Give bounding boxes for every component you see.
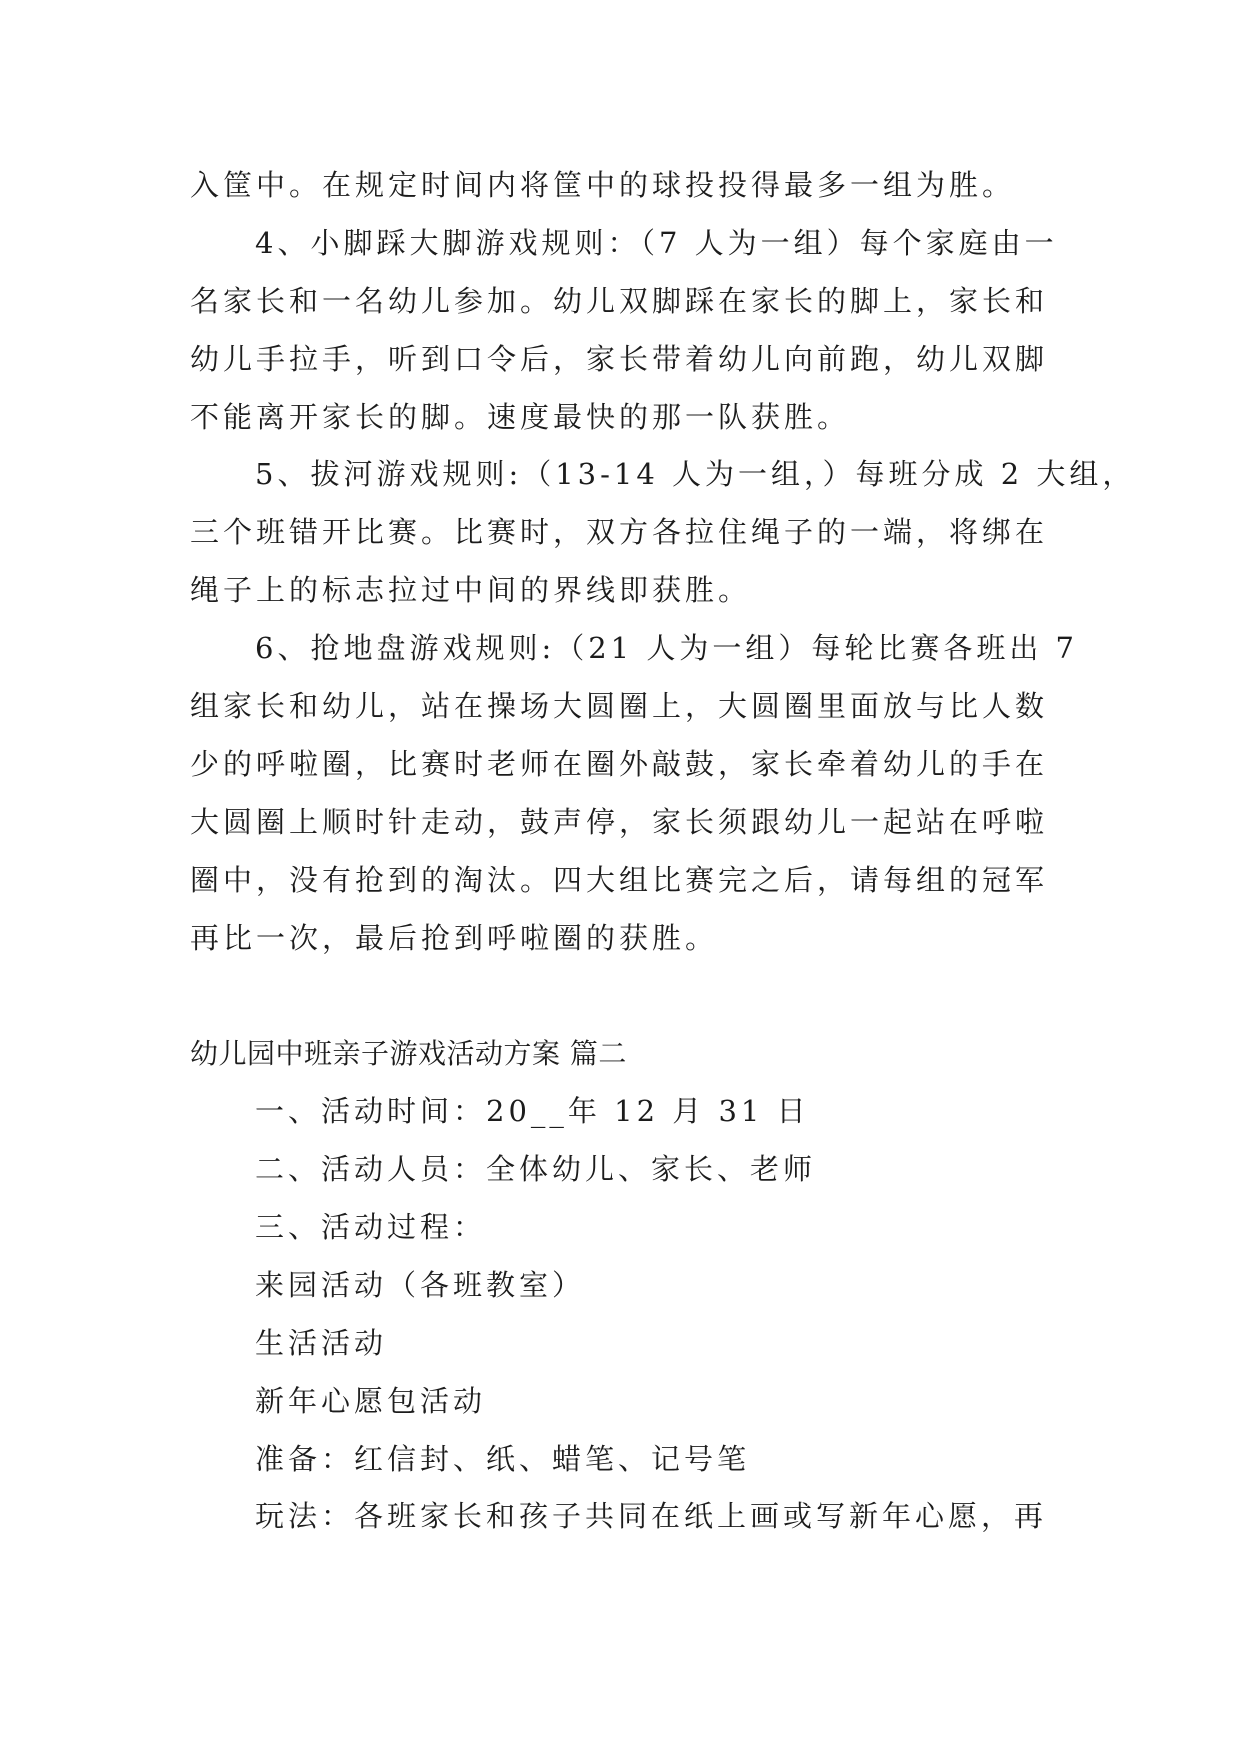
activity-people-line: 二、活动人员：全体幼儿、家长、老师: [255, 1152, 817, 1187]
rule-6-line: 圈中，没有抢到的淘汰。四大组比赛完之后，请每组的冠军: [190, 862, 1049, 897]
activity-process-line: 三、活动过程：: [255, 1210, 487, 1245]
paragraph-tail-line: 入筐中。在规定时间内将筐中的球投投得最多一组为胜。: [190, 168, 1016, 202]
rule-4-line: 4、小脚踩大脚游戏规则：（7 人为一组）每个家庭由一: [255, 225, 1058, 260]
section-spacer: [190, 967, 1070, 1025]
rule-6-paragraph: [190, 620, 1079, 967]
preparation-line: 准备：红信封、纸、蜡笔、记号笔: [255, 1441, 751, 1476]
activity-time-line: 一、活动时间：20__年 12 月 31 日: [255, 1094, 810, 1129]
arrival-activity-line: 来园活动（各班教室）: [255, 1267, 586, 1302]
rule-4-line: 名家长和一名幼儿参加。幼儿双脚踩在家长的脚上，家长和: [190, 283, 1049, 318]
document-body: [190, 157, 1136, 1546]
rule-4-line: 不能离开家长的脚。速度最快的那一队获胜。: [190, 399, 851, 434]
rule-6-line: 6、抢地盘游戏规则:（21 人为一组）每轮比赛各班出 7: [255, 631, 1079, 666]
rule-6-line: 大圆圈上顺时针走动，鼓声停，家长须跟幼儿一起站在呼啦: [190, 804, 1049, 839]
section-2-items: [190, 1083, 1070, 1546]
rule-5-line: 三个班错开比赛。比赛时，双方各拉住绳子的一端，将绑在: [190, 515, 1049, 550]
rule-6-line: 组家长和幼儿，站在操场大圆圈上，大圆圈里面放与比人数: [190, 689, 1049, 724]
rule-5-paragraph: [190, 446, 1136, 620]
rule-4-paragraph: [190, 215, 1070, 447]
gameplay-line: 玩法：各班家长和孩子共同在纸上画或写新年心愿，再: [255, 1499, 1048, 1534]
rule-6-line: 再比一次，最后抢到呼啦圈的获胜。: [190, 920, 719, 955]
rule-6-line: 少的呼啦圈，比赛时老师在圈外敲鼓，家长牵着幼儿的手在: [190, 746, 1049, 781]
rule-5-line: 绳子上的标志拉过中间的界线即获胜。: [190, 573, 752, 608]
rule-4-line: 幼儿手拉手，听到口令后，家长带着幼儿向前跑，幼儿双脚: [190, 341, 1049, 376]
section-heading: 幼儿园中班亲子游戏活动方案 篇二: [190, 1037, 627, 1071]
daily-activity-line: 生活活动: [255, 1325, 388, 1360]
wish-bag-activity-line: 新年心愿包活动: [255, 1383, 487, 1418]
rule-5-line: 5、拔河游戏规则:（13-14 人为一组，）每班分成 2 大组，: [255, 457, 1136, 492]
